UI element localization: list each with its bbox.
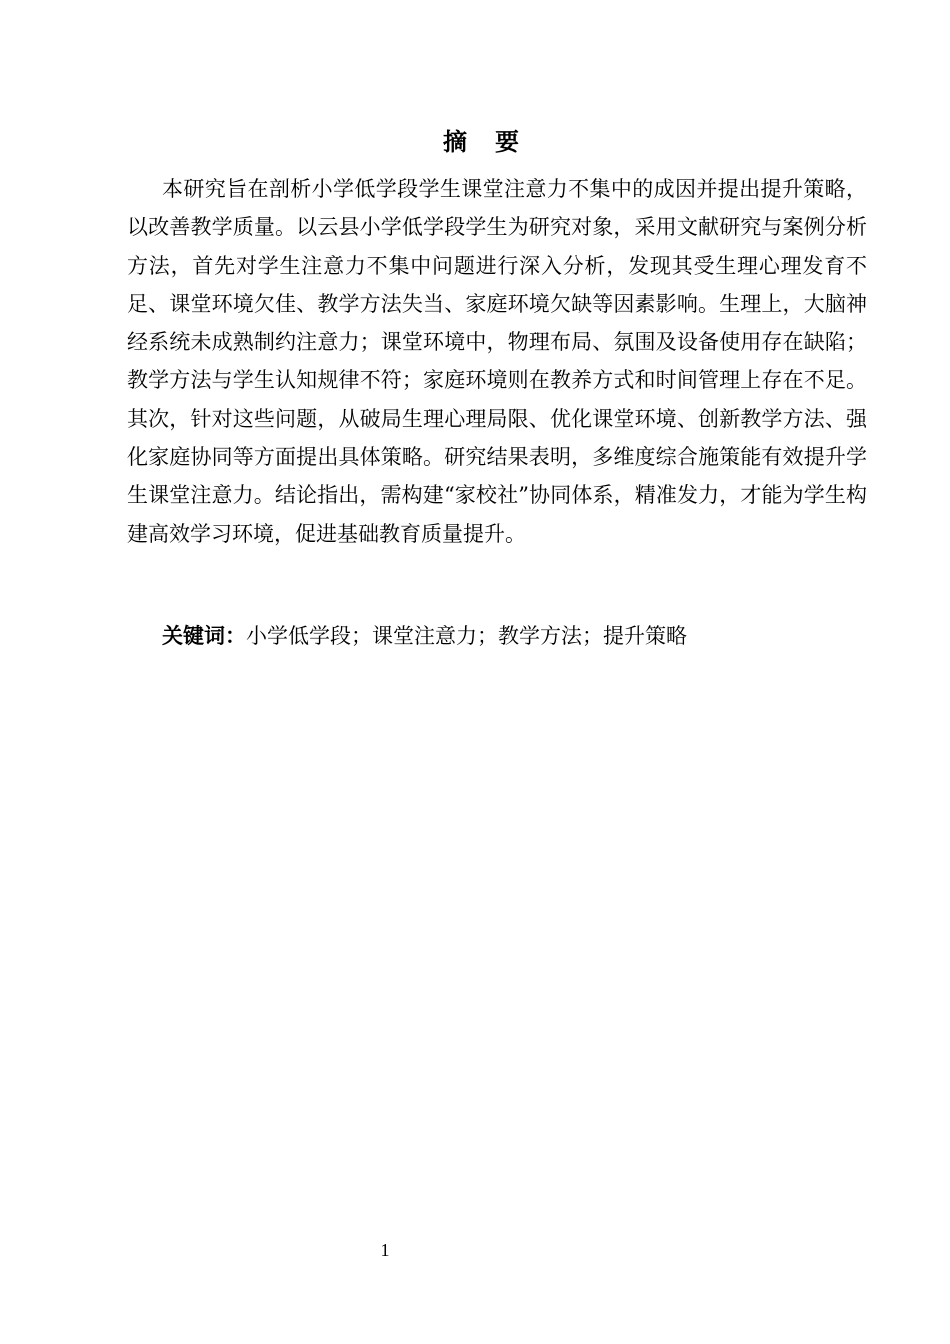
page-number: 1 — [380, 1240, 390, 1260]
abstract-title: 摘要 — [443, 128, 547, 156]
keywords-text: 小学低学段；课堂注意力；教学方法；提升策略 — [246, 624, 687, 648]
keywords-label: 关键词： — [162, 624, 246, 648]
keywords-line — [162, 620, 862, 652]
abstract-body: 本研究旨在剖析小学低学段学生课堂注意力不集中的成因并提出提升策略，以改善教学质量。以云县小学低学段学生为研究对象，采用文献研究与案例分析方法，首先对学生注意力不集中问题进行深入分析，发现其受生理心理发育不足、课堂环境欠佳、教学方法失当、家庭环境欠缺等因素影响。生理上，大脑神经系统未成熟制约注意力；课堂环境中，物理布局、氛围及设备使用存在缺陷；教学方法与学生认知规律不符；家庭环境则在教养方式和时间管理上存在不足。其次，针对这些问题，从破局生理心理局限、优化课堂环境、创新教学方法、强化家庭协同等方面提出具体策略。研究结果表明，多维度综合施策能有效提升学生课堂注意力。结论指出，需构建“家校社”协同体系，精准发力，才能为学生构建高效学习环境，促进基础教育质量提升。 — [127, 177, 867, 546]
